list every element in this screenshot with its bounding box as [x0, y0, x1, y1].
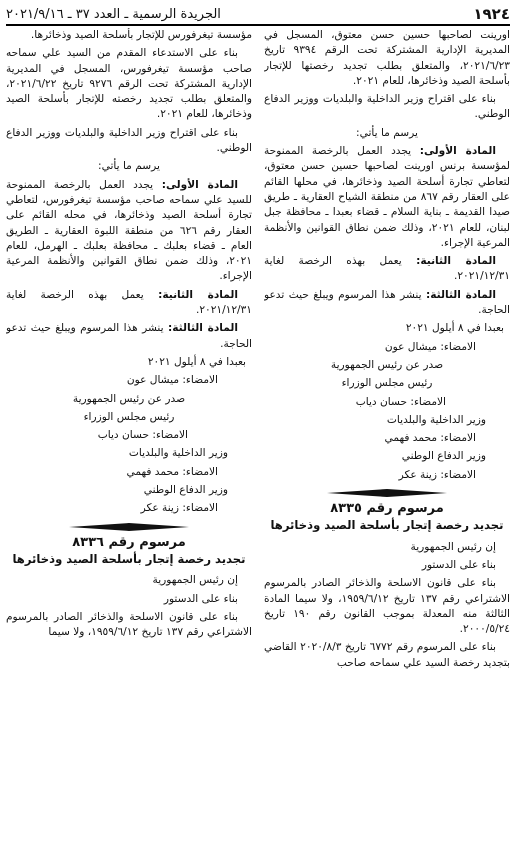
article-label: المادة الثانية:	[416, 255, 496, 268]
issued-by: صدر عن رئيس الجمهورية	[330, 358, 444, 371]
paragraph: إن رئيس الجمهورية	[152, 574, 238, 587]
defense-minister-signature: الامضاء: زينة عكر	[140, 502, 218, 515]
interior-minister-title: وزير الداخلية والبلديات	[386, 413, 486, 426]
article-2	[6, 288, 252, 319]
president-signature: الامضاء: ميشال عون	[384, 340, 476, 353]
article-label: المادة الثانية:	[158, 288, 238, 301]
pm-title: رئيس مجلس الوزراء	[83, 410, 175, 423]
paragraph: مؤسسة تيغرفورس للإتجار بأسلحة الصيد وذخائرها.	[30, 29, 252, 41]
article-text: يعمل بهذه الرخصة لغاية ٢٠٢١/١٢/٣١.	[264, 255, 510, 283]
divider-ornament	[69, 523, 189, 531]
defense-minister-signature: الامضاء: زينة عكر	[398, 468, 476, 481]
gazette-info: الجريدة الرسمية ـ العدد ٣٧ ـ ٢٠٢١/٩/١٦	[6, 6, 221, 22]
paragraph: إن رئيس الجمهورية	[410, 540, 496, 553]
article-1	[6, 178, 252, 285]
paragraph: بناء على الاستدعاء المقدم من السيد علي سماحه صاحب مؤسسة تيغرفورس، المسجل في المديرية الإدارية المشتركة تحت الرقم ٩٢٧٦ تاريخ ٢٠٢١/٦/٢٢، والمتعلق بطلب تجديد رخصته للإتجار بأسلحة الصيد وذخائرها، للعام ٢٠٢١.	[6, 47, 252, 121]
page-header	[6, 4, 510, 26]
president-signature: الامضاء: ميشال عون	[126, 374, 218, 387]
divider-ornament	[327, 489, 447, 497]
interior-minister-title: وزير الداخلية والبلديات	[128, 447, 228, 460]
decrees-line: يرسم ما يأتي:	[356, 126, 418, 139]
decree-date: بعبدا في ٨ أيلول ٢٠٢١	[147, 355, 246, 368]
decree-title: مرسوم رقم ٨٣٣٥	[330, 501, 444, 517]
section-divider	[264, 489, 510, 497]
article-3	[264, 288, 510, 319]
decrees-line: يرسم ما يأتي:	[98, 160, 160, 173]
paragraph: بناء على قانون الاسلحة والذخائر الصادر بالمرسوم الاشتراعي رقم ١٣٧ تاريخ ١٩٥٩/٦/١٢، ولا سيما المادة الثالثة منه المعدلة بموجب القانون رقم ١٩٠ تاريخ ٢٠٠٠/٥/٢٤.	[264, 577, 510, 636]
paragraph: بناء على الدستور	[163, 592, 238, 605]
article-3	[6, 321, 252, 352]
defense-minister-title: وزير الدفاع الوطني	[143, 484, 228, 497]
paragraph: اورينت لصاحبها حسين حسن معتوق، المسجل في المديرية الإدارية المشتركة تحت الرقم ٩٣٩٤ تاريخ ٢٠٢١/٦/٢٣، والمتعلق بطلب تجديد رخصتها للإتجار بأسلحة الصيد وذخائرها، للعام ٢٠٢١.	[264, 29, 510, 87]
section-divider	[6, 523, 252, 531]
page-number: ١٩٢٤	[473, 5, 510, 23]
article-1	[264, 144, 510, 251]
right-column	[264, 28, 510, 850]
article-text: ينشر هذا المرسوم ويبلغ حيث تدعو الحاجة.	[6, 322, 252, 350]
decree-subtitle: تجديد رخصة إتجار بأسلحة الصيد وذخائرها	[270, 518, 504, 533]
article-text: يجدد العمل بالرخصة الممنوحة لمؤسسة برنس اورينت لصاحبها حسين حسن معتوق، لتعاطي تجارة أسلحة الصيد وذخائرها، في محلها القائم على العقار رقم ٨٦٧ من منطقة الشياح العقارية ـ طريق صيدا القديمة ـ بناية السلام ـ قضاء بعبدا ـ محافظة جبل لبنان، للعام ٢٠٢١، وذلك ضمن نطاق القوانين والأنظمة المرعية الإجراء.	[264, 145, 510, 249]
paragraph: بناء على اقتراح وزير الداخلية والبلديات ووزير الدفاع الوطني.	[6, 126, 252, 155]
paragraph: بناء على المرسوم رقم ٦٧٧٢ تاريخ ٢٠٢٠/٨/٣ القاضي بتجديد رخصة السيد علي سماحه صاحب	[264, 641, 510, 669]
decree-subtitle: تجديد رخصة إتجار بأسلحة الصيد وذخائرها	[12, 551, 246, 566]
article-label: المادة الأولى:	[161, 178, 238, 191]
article-text: ينشر هذا المرسوم ويبلغ حيث تدعو الحاجة.	[264, 288, 510, 317]
article-label: المادة الثالثة:	[168, 322, 238, 335]
article-2	[264, 254, 510, 285]
issued-by: صدر عن رئيس الجمهورية	[72, 392, 186, 405]
pm-signature: الامضاء: حسان دياب	[97, 429, 188, 442]
pm-signature: الامضاء: حسان دياب	[355, 395, 446, 408]
article-label: المادة الثالثة:	[426, 288, 496, 301]
defense-minister-title: وزير الدفاع الوطني	[401, 450, 486, 463]
interior-minister-signature: الامضاء: محمد فهمي	[126, 465, 218, 478]
left-column	[6, 28, 252, 850]
decree-title: مرسوم رقم ٨٣٣٦	[72, 534, 186, 550]
article-label: المادة الأولى:	[419, 145, 496, 158]
paragraph: بناء على اقتراح وزير الداخلية والبلديات ووزير الدفاع الوطني.	[264, 93, 510, 121]
interior-minister-signature: الامضاء: محمد فهمي	[384, 432, 476, 445]
paragraph: بناء على الدستور	[421, 558, 496, 571]
decree-date: بعبدا في ٨ أيلول ٢٠٢١	[405, 322, 504, 335]
pm-title: رئيس مجلس الوزراء	[341, 377, 433, 390]
article-text: يعمل بهذه الرخصة لغاية ٢٠٢١/١٢/٣١.	[6, 288, 252, 317]
paragraph: بناء على قانون الاسلحة والذخائر الصادر بالمرسوم الاشتراعي رقم ١٣٧ تاريخ ١٩٥٩/٦/١٢، ولا سيما	[6, 610, 252, 639]
article-text: يجدد العمل بالرخصة الممنوحة للسيد علي سماحه صاحب مؤسسة تيغرفورس، لتعاطي تجارة أسلحة الصيد وذخائرها، في محله القائم على العقار رقم ٦٢٦ من منطقة اللبوة العقارية ـ الطريق العام ـ قضاء بعلبك ـ محافظة بعلبك ـ الهرمل، للعام ٢٠٢١، وذلك ضمن نطاق القوانين والأنظمة المرعية الإجراء.	[6, 178, 252, 283]
